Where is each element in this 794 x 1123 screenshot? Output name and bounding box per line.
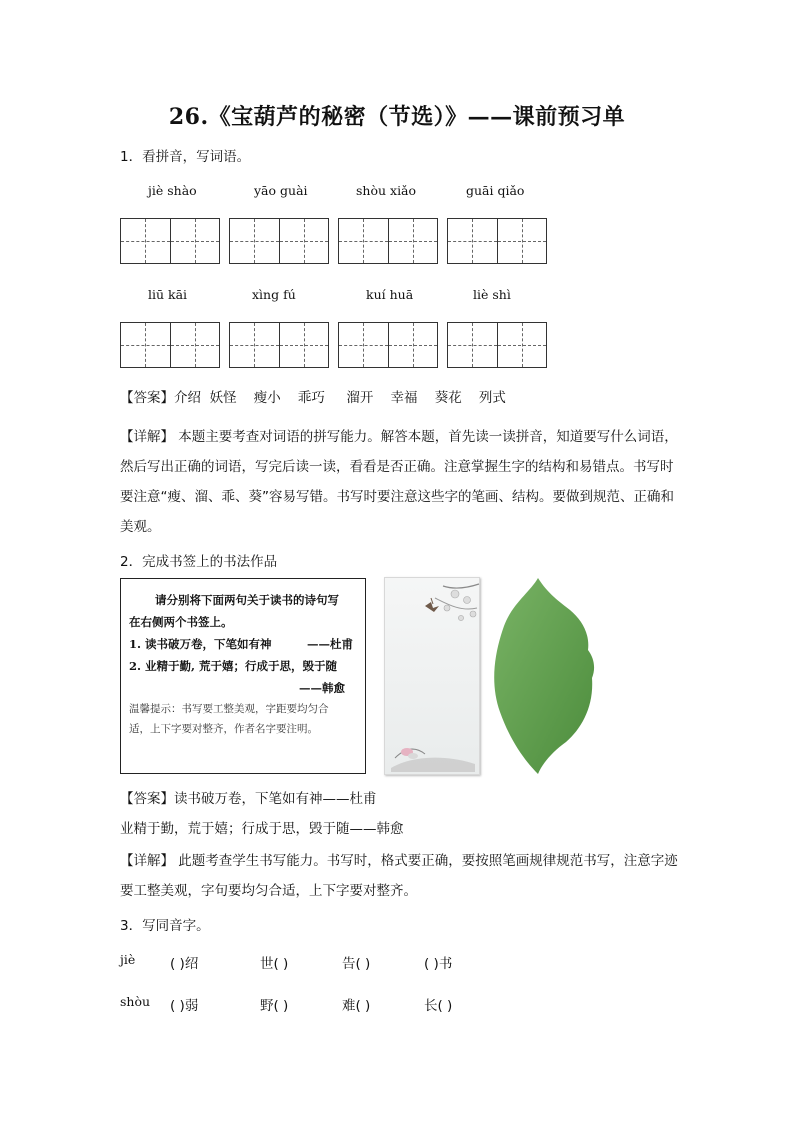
writing-grid[interactable] bbox=[447, 218, 547, 264]
page-title: 26.《宝葫芦的秘密（节选）》——课前预习单 bbox=[168, 104, 626, 130]
pinyin: shòu bbox=[120, 994, 151, 1009]
pinyin: xìng fú bbox=[252, 287, 296, 302]
poem-line: 2. 业精于勤, 荒于嬉；行成于思，毁于随 bbox=[129, 659, 338, 673]
pinyin: liè shì bbox=[473, 287, 511, 302]
detail-tag: 【详解】 bbox=[120, 429, 174, 445]
pinyin: yāo guài bbox=[254, 183, 308, 198]
bookmark-rectangle[interactable] bbox=[384, 577, 480, 775]
answer-2-line2: 业精于勤，荒于嬉；行成于思，毁于随——韩愈 bbox=[120, 821, 404, 837]
answer-text: 介绍 妖怪 瘦小 乖巧 溜开 幸福 葵花 列式 bbox=[174, 390, 506, 406]
poem-author: ——杜甫 bbox=[307, 637, 353, 651]
homophone-blank[interactable]: 难( ) bbox=[342, 998, 371, 1014]
answer-text: 读书破万卷，下笔如有神——杜甫 bbox=[174, 791, 377, 807]
homophone-blank[interactable]: 告( ) bbox=[342, 956, 371, 972]
question-3-label: 3．写同音字。 bbox=[120, 918, 210, 934]
instruction-line: 请分别将下面两句关于读书的诗句写 bbox=[155, 593, 339, 607]
leaf-bookmark-icon[interactable] bbox=[490, 574, 600, 778]
homophone-blank[interactable]: ( )书 bbox=[424, 956, 453, 972]
writing-grid[interactable] bbox=[338, 218, 438, 264]
homophone-blank[interactable]: ( )绍 bbox=[170, 956, 199, 972]
question-1-label: 1．看拼音，写词语。 bbox=[120, 149, 251, 165]
writing-grid[interactable] bbox=[229, 218, 329, 264]
writing-grid[interactable] bbox=[229, 322, 329, 368]
tip-line: 温馨提示：书写要工整美观，字距要均匀合 bbox=[129, 703, 329, 715]
homophone-blank[interactable]: ( )弱 bbox=[170, 998, 199, 1014]
question-2-label: 2．完成书签上的书法作品 bbox=[120, 554, 278, 570]
pinyin: jiè bbox=[120, 952, 136, 967]
poem-line bbox=[129, 633, 353, 655]
detail-text: 本题主要考查对词语的拼写能力。解答本题，首先读一读拼音，知道要写什么词语，然后写出正确的词语，写完后读一读，看看是否正确。注意掌握生字的结构和易错点。书写时要注意“瘦、溜、乖、葵”容易写错。书写时要注意这些字的笔画、结构。要做到规范、正确和美观。 bbox=[120, 429, 678, 535]
writing-grid[interactable] bbox=[120, 322, 220, 368]
answer-1 bbox=[120, 383, 680, 413]
poem-author: ——韩愈 bbox=[299, 681, 345, 695]
detail-tag: 【详解】 bbox=[120, 853, 174, 869]
instruction-line: 在右侧两个书签上。 bbox=[129, 615, 233, 629]
calligraphy-instruction-box bbox=[120, 578, 366, 774]
writing-grid[interactable] bbox=[447, 322, 547, 368]
answer-tag: 【答案】 bbox=[120, 791, 174, 807]
detail-text: 此题考查学生书写能力。书写时，格式要正确，要按照笔画规律规范书写，注意字迹要工整美观，字句要均匀合适，上下字要对整齐。 bbox=[120, 853, 678, 899]
pinyin: shòu xiǎo bbox=[356, 183, 417, 198]
writing-grid[interactable] bbox=[120, 218, 220, 264]
detail-1 bbox=[120, 422, 680, 542]
pinyin: liū kāi bbox=[148, 287, 188, 302]
homophone-blank[interactable]: 长( ) bbox=[424, 998, 453, 1014]
writing-grid[interactable] bbox=[338, 322, 438, 368]
answer-2 bbox=[120, 784, 680, 814]
pinyin: guāi qiǎo bbox=[466, 183, 525, 198]
detail-2 bbox=[120, 846, 680, 906]
pinyin: kuí huā bbox=[366, 287, 414, 302]
bookmark-decoration-icon bbox=[385, 578, 481, 776]
homophone-blank[interactable]: 世( ) bbox=[260, 956, 289, 972]
homophone-blank[interactable]: 野( ) bbox=[260, 998, 289, 1014]
tip-line: 适，上下字要对整齐，作者名字要注明。 bbox=[129, 723, 318, 735]
poem-text: 1. 读书破万卷，下笔如有神 bbox=[129, 637, 272, 651]
pinyin: jiè shào bbox=[148, 183, 197, 198]
answer-tag: 【答案】 bbox=[120, 390, 174, 406]
